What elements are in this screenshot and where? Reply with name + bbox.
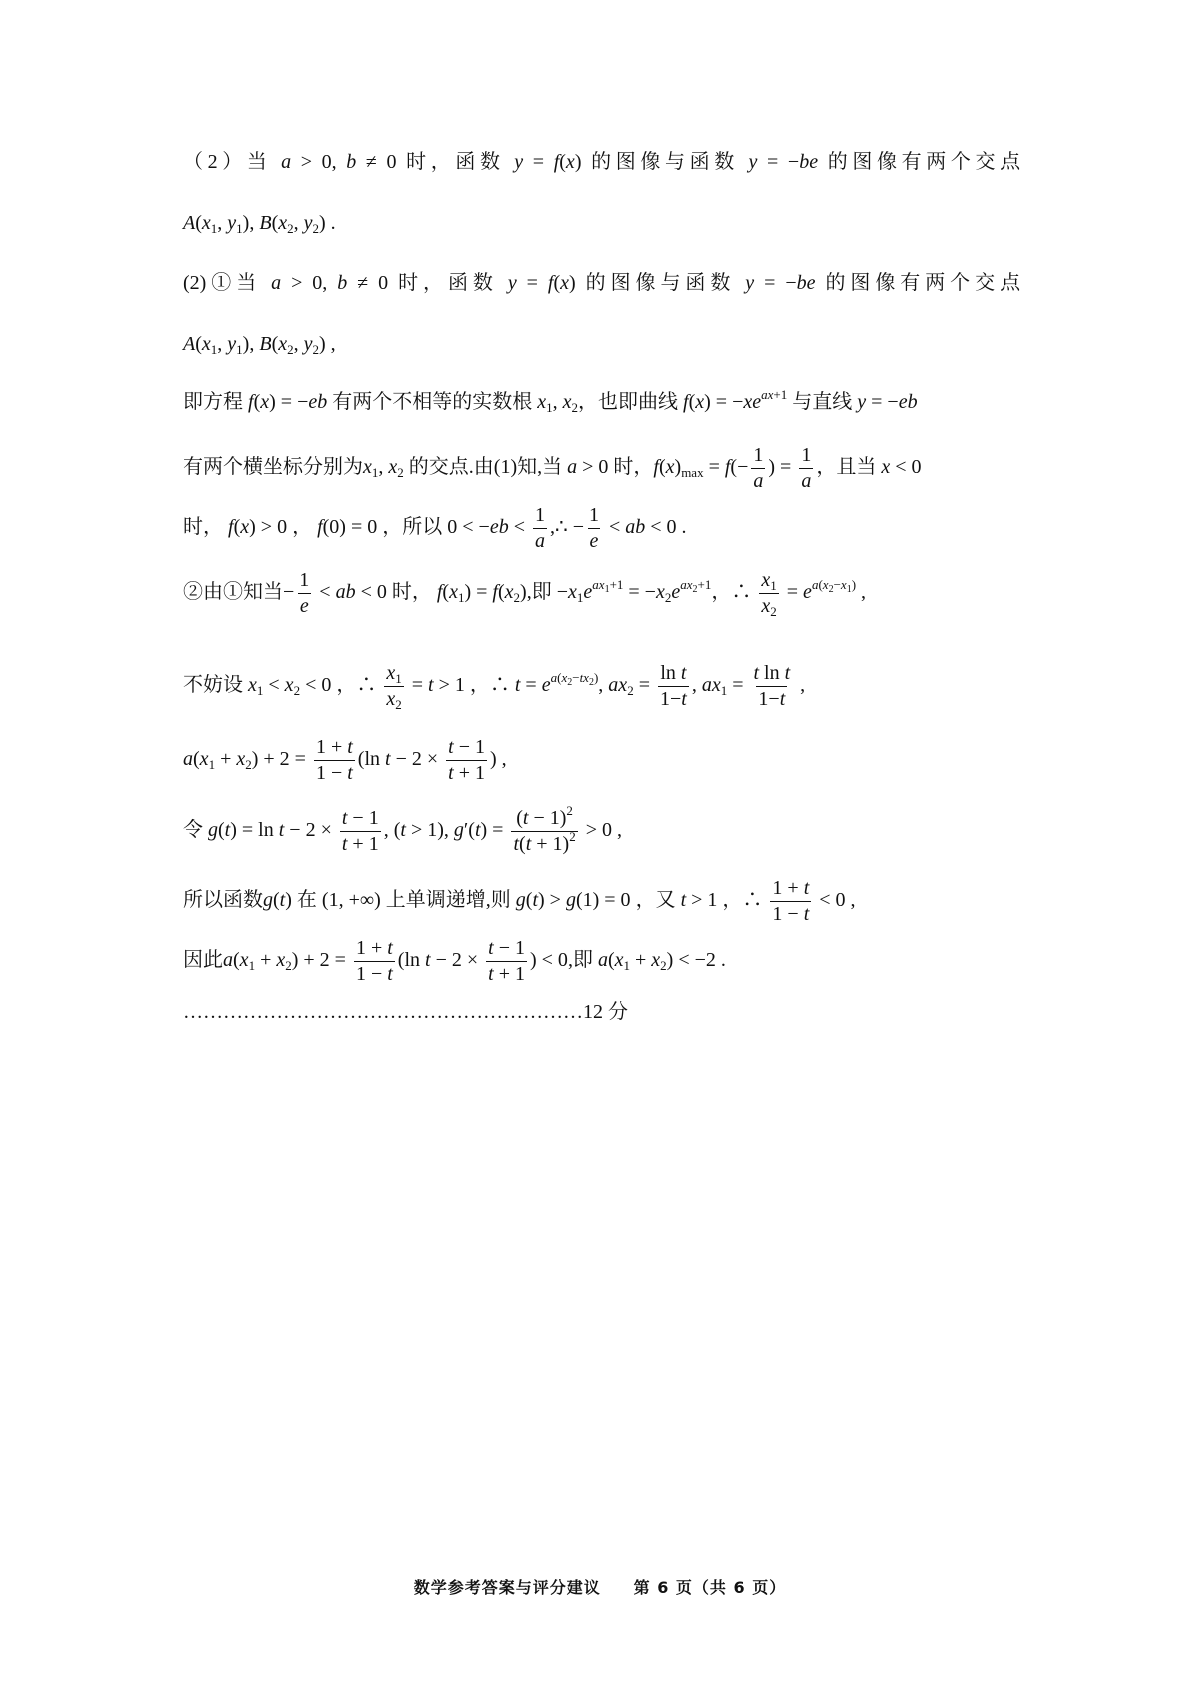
page-footer [0, 1575, 1200, 1598]
score-dots: …………………………………………………… [183, 1001, 583, 1023]
solution-part2-line-2: 不妨设 $x_1 < x_2 < 0$ ，∴ $\frac{x_1}{x_2}$ = t > 1 ，∴ $t = e^{a(x_2-tx_2)}$, $ax_2$ = $\frac{\text{ln t}}{1-t}$ , $ax_1$ = $\frac{\text{t ln t}}{1-t}$ , [183, 662, 806, 712]
solution-part2-line-4: 令 g(t) = ln t − 2 × $\frac{t - 1}{t + 1}$ , (t > 1), g′(t) = $\frac{(t - 1)^2}{t(t + 1)^2}$ > 0 , [183, 803, 622, 855]
problem-statement-line-1: （2）当 a > 0, b ≠ 0 时，函数 y = f(x) 的图像与函数 y = −be 的图像有两个交点 [183, 151, 1021, 173]
score-line [183, 1002, 1020, 1022]
solution-part2-line-3: $a(x_1 + x_2) + 2$ = $\frac{1 + t}{1 - t}$ (ln t − 2 × $\frac{t - 1}{t + 1}$ ) , [183, 736, 507, 784]
solution-part1-line-2: $A(x_1$, $y_1$), $B(x_2$, $y_2$) , [183, 333, 336, 357]
solution-part1-line-4: 有两个横坐标分别为$x_1$, $x_2$ 的交点.由(1)知,当 a > 0 时，$f(x)_{max} = f(-$ $\frac{1}{a}$ ) = $\frac{1}{a}$ ，且当 x < 0 [183, 444, 922, 492]
problem-statement-line-2: $A(x_1$, $y_1$), $B(x_2$, $y_2$) . [183, 212, 336, 236]
solution-part1-line-5: 时， f(x) > 0 ， f(0) = 0 ，所以 0 < −eb < $\frac{1}{a}$ ,∴ − $\frac{1}{e}$ < ab < 0 . [183, 504, 687, 552]
footer-title: 数学参考答案与评分建议 [413, 1578, 601, 1597]
solution-part2-line-1: ②由①知当− $\frac{1}{e}$ < ab < 0 时， $f(x_1) = f(x_2)$,即 $-x_1e^{ax_1+1} = -x_2e^{ax_2+1}$，∴ $\frac{x_1}{x_2}$ = $e^{a(x_2-x_1)}$ , [183, 569, 867, 619]
score-label: 12 分 [583, 1001, 628, 1023]
solution-part2-line-5: 所以函数g(t) 在 (1, +∞) 上单调递增,则 g(t) > g(1) = 0 ，又 t > 1 ，∴ $\frac{1 + t}{1 - t}$ < 0 , [183, 877, 856, 925]
footer-page-number: 第 6 页（共 6 页） [633, 1578, 787, 1597]
solution-part2-line-6: 因此$a(x_1 + x_2) + 2$ = $\frac{1 + t}{1 - t}$ (ln t − 2 × $\frac{t - 1}{t + 1}$ ) < 0,即 $a(x_1 + x_2) < -2$ . [183, 937, 726, 985]
solution-part1-line-1: (2)①当 a > 0, b ≠ 0 时，函数 y = f(x) 的图像与函数 y = −be 的图像有两个交点 [183, 272, 1021, 294]
solution-part1-line-3: 即方程 f(x) = −eb 有两个不相等的实数根 $x_1$, $x_2$，也即曲线 $f(x) = -xe^{ax+1}$ 与直线 y = −eb [183, 387, 918, 415]
